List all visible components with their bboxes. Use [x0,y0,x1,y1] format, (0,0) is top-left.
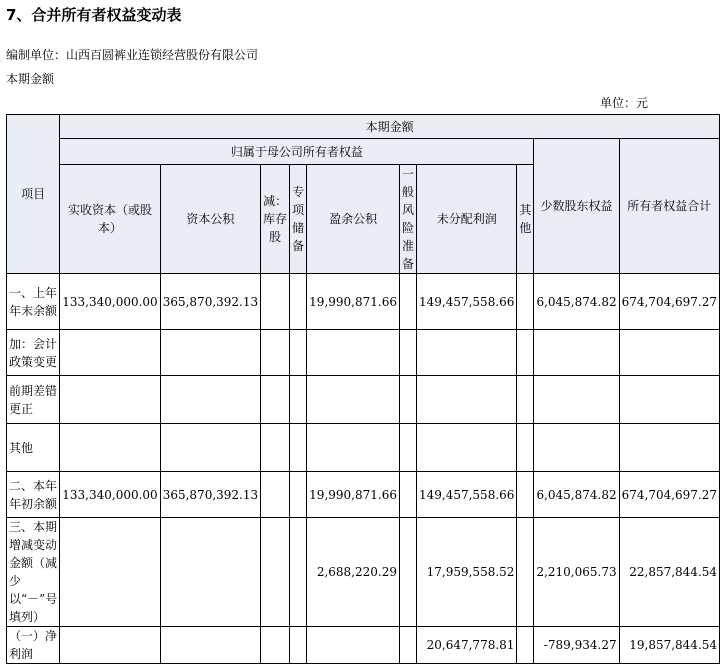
amount-cell: 19,857,844.54 [619,627,719,664]
amount-cell [261,472,290,518]
amount-cell [399,274,416,330]
total-equity-header: 所有者权益合计 [619,139,719,274]
amount-cell [60,424,160,472]
amount-cell [534,424,619,472]
amount-cell [261,518,290,627]
amount-cell [60,376,160,424]
amount-cell [517,330,534,376]
amount-cell [307,330,400,376]
table-body [7,274,720,664]
table-row [7,424,720,472]
amount-cell [60,330,160,376]
amount-cell [517,518,534,627]
amount-cell [160,627,260,664]
amount-cell [399,376,416,424]
amount-cell [534,376,619,424]
amount-cell [261,376,290,424]
amount-cell: 674,704,697.27 [619,274,719,330]
amount-cell [399,627,416,664]
amount-cell [534,330,619,376]
row-label: 一、上年年末余额 [7,274,60,330]
item-header: 项目 [7,115,60,274]
amount-cell [416,330,516,376]
amount-cell: 2,210,065.73 [534,518,619,627]
equity-changes-table [6,114,720,664]
amount-cell [399,518,416,627]
amount-cell [517,376,534,424]
amount-cell: 674,704,697.27 [619,472,719,518]
row-label: 前期差错更正 [7,376,60,424]
row-label: 二、本年年初余额 [7,472,60,518]
table-row [7,627,720,664]
period-label: 本期金额 [6,72,55,86]
column-header: 减：库存股 [261,165,290,274]
column-header: 盈余公积 [307,165,400,274]
amount-cell [619,376,719,424]
amount-cell: 149,457,558.66 [416,472,516,518]
amount-cell: 6,045,874.82 [534,274,619,330]
amount-cell [261,627,290,664]
amount-cell [290,274,307,330]
current-period-header: 本期金额 [60,115,720,139]
amount-cell [290,424,307,472]
row-label: （一）净利润 [7,627,60,664]
amount-cell: 149,457,558.66 [416,274,516,330]
amount-cell [60,627,160,664]
amount-cell: 133,340,000.00 [60,472,160,518]
table-row [7,330,720,376]
amount-cell: 365,870,392.13 [160,472,260,518]
column-header: 其他 [517,165,534,274]
amount-cell [307,424,400,472]
amount-cell [517,274,534,330]
table-row [7,518,720,627]
amount-cell [307,627,400,664]
row-label: 加：会计政策变更 [7,330,60,376]
row-label: 其他 [7,424,60,472]
amount-cell [399,330,416,376]
amount-cell [261,274,290,330]
minority-interest-header: 少数股东权益 [534,139,619,274]
amount-cell [399,472,416,518]
amount-cell: 22,857,844.54 [619,518,719,627]
amount-cell [517,424,534,472]
amount-cell: -789,934.27 [534,627,619,664]
column-header: 一般风险准备 [399,165,416,274]
amount-cell: 133,340,000.00 [60,274,160,330]
column-header: 资本公积 [160,165,260,274]
amount-cell: 19,990,871.66 [307,274,400,330]
amount-cell: 2,688,220.29 [307,518,400,627]
amount-cell: 365,870,392.13 [160,274,260,330]
amount-cell [60,518,160,627]
amount-cell [290,376,307,424]
amount-cell [290,472,307,518]
amount-cell: 20,647,778.81 [416,627,516,664]
amount-cell [160,424,260,472]
amount-cell [261,330,290,376]
amount-cell: 17,959,558.52 [416,518,516,627]
amount-cell [160,330,260,376]
amount-cell [517,472,534,518]
row-label: 三、本期增减变动金额（减少以“－”号填列） [7,518,60,627]
amount-cell [307,376,400,424]
table-row [7,274,720,330]
amount-cell: 19,990,871.66 [307,472,400,518]
statement-title: 7、合并所有者权益变动表 [6,6,182,24]
amount-cell [416,424,516,472]
reporting-entity: 编制单位：山西百圆裤业连锁经营股份有限公司 [6,48,259,62]
column-header: 专项储备 [290,165,307,274]
amount-cell [619,330,719,376]
column-header: 未分配利润 [416,165,516,274]
amount-cell [290,330,307,376]
amount-cell [290,627,307,664]
amount-cell [160,376,260,424]
amount-cell [416,376,516,424]
amount-cell [160,518,260,627]
amount-cell [261,424,290,472]
currency-unit: 单位：元 [600,96,649,110]
amount-cell [399,424,416,472]
amount-cell [290,518,307,627]
table-row [7,376,720,424]
table-row [7,472,720,518]
parent-equity-header: 归属于母公司所有者权益 [60,139,534,165]
amount-cell [517,627,534,664]
amount-cell [619,424,719,472]
column-header: 实收资本（或股本） [60,165,160,274]
amount-cell: 6,045,874.82 [534,472,619,518]
